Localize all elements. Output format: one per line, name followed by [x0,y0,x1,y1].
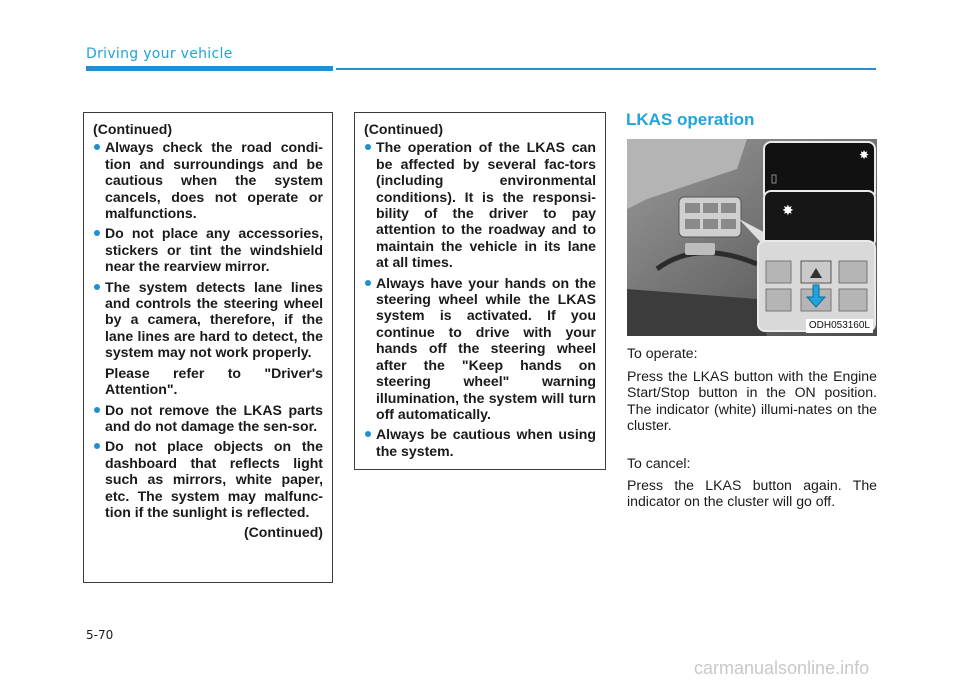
page-number: 5-70 [86,628,114,642]
warning-bullet: The operation of the LKAS can be affected by several fac-tors (including environmental conditions). It is the responsi-bility of the driver to pay attention to the roadway and to maintain the vehicle in its lane at all times. [364,139,596,270]
warning-sub-paragraph: Please refer to "Driver's Attention". [105,364,323,398]
warning-bullet: Do not place any accessories, stickers or tint the windshield near the rearview mirror. [93,225,323,274]
continued-label-bottom: (Continued) [243,524,323,541]
warning-bullets [93,139,323,360]
warning-bullet: Always check the road condi-tion and surroundings and be cautious when the system cancels, does not operate or malfunctions. [93,139,323,221]
warning-bullet: Do not remove the LKAS parts and do not damage the sen-sor. [93,402,323,435]
lkas-button-inset [758,241,875,331]
warning-bullet: Always be cautious when using the system. [364,426,596,459]
warning-bullets-continued [93,402,323,521]
continued-label-top: (Continued) [364,121,444,137]
header-rule-thin [336,68,876,70]
warning-box-left [83,112,333,583]
dashboard-illustration [627,139,877,336]
section-title: Driving your vehicle [86,46,233,62]
operate-label: To operate: [627,345,698,361]
figure-caption: ODH053160L [806,319,873,333]
cancel-text: Press the LKAS button again. The indicator on the cluster will go off. [627,477,877,510]
lkas-operation-heading: LKAS operation [626,110,755,129]
cluster-inset-middle [764,191,875,247]
svg-text:✸: ✸ [859,148,870,162]
svg-text:✸: ✸ [782,203,794,219]
continued-label-top: (Continued) [93,121,173,137]
watermark: carmanualsonline.info [694,658,870,678]
header-rule-thick [86,66,333,71]
warning-bullet: Do not place objects on the dashboard that reflects light such as mirrors, white paper, etc. The system may malfunc-tion if the sunlight is reflected. [93,438,323,520]
lkas-button-figure [627,139,877,336]
cancel-label: To cancel: [627,455,691,471]
warning-bullets [364,139,596,459]
warning-box-right [354,112,606,470]
operate-text: Press the LKAS button with the Engine Start/Stop button in the ON position. The indicator (white) illumi-nates on the cluster. [627,368,877,434]
warning-bullet: The system detects lane lines and controls the steering wheel by a camera, therefore, if the lane lines are hard to detect, the system may not work properly. [93,279,323,361]
warning-bullet: Always have your hands on the steering wheel while the LKAS system is activated. If you continue to drive with your hands off the steering wheel after the "Keep hands on steering wheel" warning illumination, the system will turn off automatically. [364,275,596,423]
